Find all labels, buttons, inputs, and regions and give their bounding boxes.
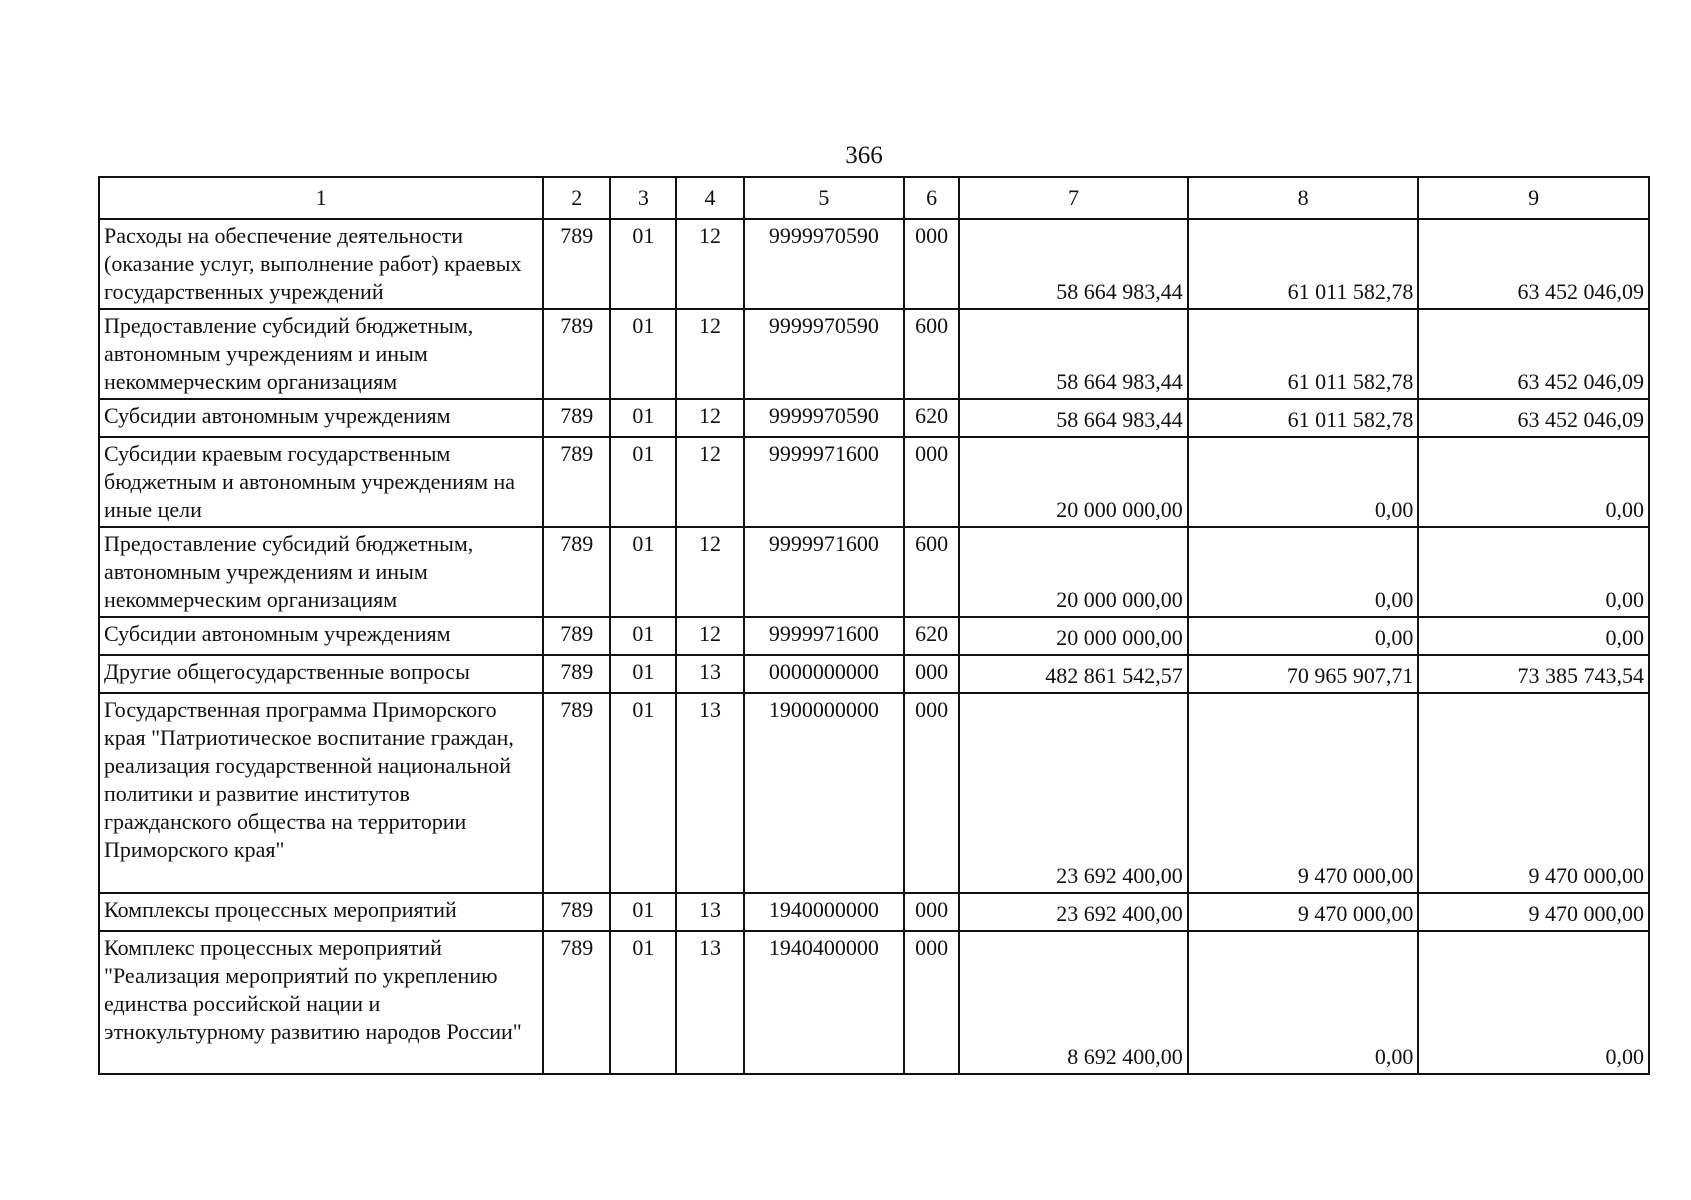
code-cell: 000 (904, 893, 959, 931)
code-cell: 000 (904, 437, 959, 527)
row-name: Комплексы процессных мероприятий (99, 893, 543, 931)
amount-cell: 58 664 983,44 (959, 399, 1188, 437)
row-name: Комплекс процессных мероприятий "Реализация мероприятий по укреплению единства российской нации и этнокультурному развитию народов России" (99, 931, 543, 1074)
table-row (99, 655, 1649, 693)
row-name: Предоставление субсидий бюджетным, автономным учреждениям и иным некоммерческим организациям (99, 309, 543, 399)
code-cell: 789 (543, 693, 610, 893)
amount-cell: 0,00 (1418, 527, 1649, 617)
code-cell: 1900000000 (744, 693, 904, 893)
amount-cell: 61 011 582,78 (1188, 399, 1419, 437)
amount-cell: 0,00 (1188, 527, 1419, 617)
column-header: 1 (99, 177, 543, 219)
code-cell: 01 (610, 693, 676, 893)
table-row (99, 893, 1649, 931)
code-cell: 000 (904, 655, 959, 693)
amount-cell: 0,00 (1188, 931, 1419, 1074)
table-row (99, 309, 1649, 399)
row-name: Государственная программа Приморского края "Патриотическое воспитание граждан, реализация государственной национальной политики и развитие институтов гражданского общества на территории Приморского края" (99, 693, 543, 893)
code-cell: 12 (676, 399, 743, 437)
amount-cell: 9 470 000,00 (1418, 893, 1649, 931)
row-name: Предоставление субсидий бюджетным, автономным учреждениям и иным некоммерческим организациям (99, 527, 543, 617)
amount-cell: 58 664 983,44 (959, 219, 1188, 309)
code-cell: 01 (610, 219, 676, 309)
code-cell: 9999970590 (744, 219, 904, 309)
amount-cell: 9 470 000,00 (1188, 893, 1419, 931)
amount-cell: 0,00 (1418, 437, 1649, 527)
table-row (99, 693, 1649, 893)
code-cell: 000 (904, 219, 959, 309)
code-cell: 789 (543, 309, 610, 399)
budget-table (98, 176, 1650, 1075)
code-cell: 9999970590 (744, 399, 904, 437)
code-cell: 01 (610, 399, 676, 437)
table-row (99, 527, 1649, 617)
table-row (99, 931, 1649, 1074)
amount-cell: 61 011 582,78 (1188, 219, 1419, 309)
amount-cell: 20 000 000,00 (959, 527, 1188, 617)
amount-cell: 23 692 400,00 (959, 693, 1188, 893)
code-cell: 789 (543, 931, 610, 1074)
amount-cell: 0,00 (1418, 617, 1649, 655)
amount-cell: 9 470 000,00 (1188, 693, 1419, 893)
row-name: Субсидии автономным учреждениям (99, 617, 543, 655)
amount-cell: 23 692 400,00 (959, 893, 1188, 931)
table-row (99, 437, 1649, 527)
code-cell: 789 (543, 655, 610, 693)
amount-cell: 8 692 400,00 (959, 931, 1188, 1074)
code-cell: 789 (543, 617, 610, 655)
column-header: 7 (959, 177, 1188, 219)
code-cell: 789 (543, 893, 610, 931)
table-row (99, 219, 1649, 309)
code-cell: 01 (610, 437, 676, 527)
column-header: 3 (610, 177, 676, 219)
row-name: Другие общегосударственные вопросы (99, 655, 543, 693)
code-cell: 12 (676, 527, 743, 617)
amount-cell: 61 011 582,78 (1188, 309, 1419, 399)
column-header: 6 (904, 177, 959, 219)
code-cell: 01 (610, 655, 676, 693)
row-name: Субсидии краевым государственным бюджетным и автономным учреждениям на иные цели (99, 437, 543, 527)
code-cell: 12 (676, 309, 743, 399)
code-cell: 789 (543, 219, 610, 309)
amount-cell: 0,00 (1188, 437, 1419, 527)
code-cell: 13 (676, 655, 743, 693)
amount-cell: 58 664 983,44 (959, 309, 1188, 399)
code-cell: 13 (676, 931, 743, 1074)
amount-cell: 63 452 046,09 (1418, 219, 1649, 309)
code-cell: 9999971600 (744, 617, 904, 655)
page-number: 366 (845, 142, 883, 169)
table-row (99, 399, 1649, 437)
column-header: 4 (676, 177, 743, 219)
column-header: 2 (543, 177, 610, 219)
code-cell: 789 (543, 437, 610, 527)
code-cell: 13 (676, 693, 743, 893)
column-header: 8 (1188, 177, 1419, 219)
code-cell: 789 (543, 527, 610, 617)
row-name: Субсидии автономным учреждениям (99, 399, 543, 437)
code-cell: 1940400000 (744, 931, 904, 1074)
code-cell: 12 (676, 437, 743, 527)
code-cell: 01 (610, 893, 676, 931)
code-cell: 600 (904, 309, 959, 399)
row-name: Расходы на обеспечение деятельности (оказание услуг, выполнение работ) краевых государственных учреждений (99, 219, 543, 309)
code-cell: 9999971600 (744, 527, 904, 617)
code-cell: 620 (904, 399, 959, 437)
code-cell: 0000000000 (744, 655, 904, 693)
code-cell: 01 (610, 527, 676, 617)
amount-cell: 9 470 000,00 (1418, 693, 1649, 893)
amount-cell: 0,00 (1188, 617, 1419, 655)
amount-cell: 20 000 000,00 (959, 617, 1188, 655)
amount-cell: 63 452 046,09 (1418, 399, 1649, 437)
amount-cell: 0,00 (1418, 931, 1649, 1074)
code-cell: 9999971600 (744, 437, 904, 527)
code-cell: 620 (904, 617, 959, 655)
code-cell: 000 (904, 693, 959, 893)
code-cell: 12 (676, 617, 743, 655)
code-cell: 789 (543, 399, 610, 437)
table-header-row (99, 177, 1649, 219)
code-cell: 000 (904, 931, 959, 1074)
column-header: 5 (744, 177, 904, 219)
table-row (99, 617, 1649, 655)
amount-cell: 20 000 000,00 (959, 437, 1188, 527)
code-cell: 01 (610, 617, 676, 655)
code-cell: 01 (610, 309, 676, 399)
code-cell: 01 (610, 931, 676, 1074)
code-cell: 1940000000 (744, 893, 904, 931)
column-header: 9 (1418, 177, 1649, 219)
code-cell: 9999970590 (744, 309, 904, 399)
amount-cell: 63 452 046,09 (1418, 309, 1649, 399)
amount-cell: 482 861 542,57 (959, 655, 1188, 693)
code-cell: 12 (676, 219, 743, 309)
code-cell: 13 (676, 893, 743, 931)
amount-cell: 70 965 907,71 (1188, 655, 1419, 693)
amount-cell: 73 385 743,54 (1418, 655, 1649, 693)
code-cell: 600 (904, 527, 959, 617)
